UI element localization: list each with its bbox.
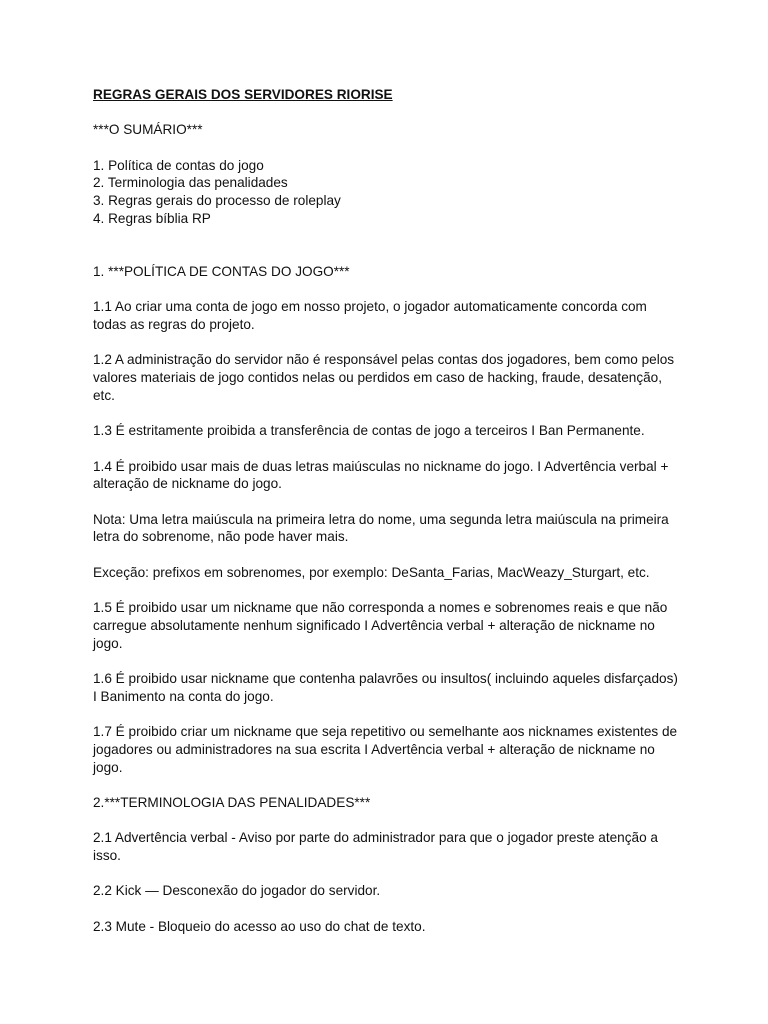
- rule-1-7: 1.7 É proibido criar um nickname que seja repetitivo ou semelhante aos nicknames existentes de jogadores ou administradores na sua escrita I Advertência verbal + alteração de nickname no jogo.: [93, 724, 678, 775]
- section-1-heading: 1. ***POLÍTICA DE CONTAS DO JOGO***: [93, 263, 350, 279]
- spacer: [93, 245, 683, 263]
- toc-item: 3. Regras gerais do processo de roleplay: [93, 193, 341, 209]
- toc-item: 1. Política de contas do jogo: [93, 157, 264, 173]
- toc-item: 2. Terminologia das penalidades: [93, 175, 288, 191]
- rule-1-5: 1.5 É proibido usar um nickname que não corresponda a nomes e sobrenomes reais e que não carregue absolutamente nenhum significado I Advertência verbal + alteração de nickname no jogo.: [93, 600, 668, 651]
- summary-heading: ***O SUMÁRIO***: [93, 122, 203, 138]
- rule-2-1: 2.1 Advertência verbal - Aviso por parte do administrador para que o jogador preste atenção a isso.: [93, 830, 658, 863]
- table-of-contents: [93, 157, 683, 228]
- rule-1-6: 1.6 É proibido usar nickname que contenha palavrões ou insultos( incluindo aqueles disfarçados) I Banimento na conta do jogo.: [93, 671, 678, 704]
- rule-2-2: 2.2 Kick — Desconexão do jogador do servidor.: [93, 883, 381, 899]
- section-2-heading: 2.***TERMINOLOGIA DAS PENALIDADES***: [93, 794, 371, 810]
- rule-note: Nota: Uma letra maiúscula na primeira letra do nome, uma segunda letra maiúscula na primeira letra do sobrenome, não pode haver mais.: [93, 511, 669, 545]
- toc-item: 4. Regras bíblia RP: [93, 210, 211, 226]
- rule-1-4: 1.4 É proibido usar mais de duas letras maiúsculas no nickname do jogo. I Advertência verbal + alteração de nickname do jogo.: [93, 458, 669, 492]
- document-page: [93, 86, 683, 953]
- rule-exception: Exceção: prefixos em sobrenomes, por exemplo: DeSanta_Farias, MacWeazy_Sturgart, etc.: [93, 564, 650, 580]
- rule-1-1: 1.1 Ao criar uma conta de jogo em nosso projeto, o jogador automaticamente concorda com todas as regras do projeto.: [93, 299, 647, 333]
- rule-1-2: 1.2 A administração do servidor não é responsável pelas contas dos jogadores, bem como pelos valores materiais de jogo contidos nelas ou perdidos em caso de hacking, fraude, desatenção, etc.: [93, 352, 675, 403]
- rule-1-3: 1.3 É estritamente proibida a transferência de contas de jogo a terceiros I Ban Permanente.: [93, 423, 645, 439]
- rule-2-3: 2.3 Mute - Bloqueio do acesso ao uso do chat de texto.: [93, 918, 426, 934]
- document-title: REGRAS GERAIS DOS SERVIDORES RIORISE: [93, 87, 393, 102]
